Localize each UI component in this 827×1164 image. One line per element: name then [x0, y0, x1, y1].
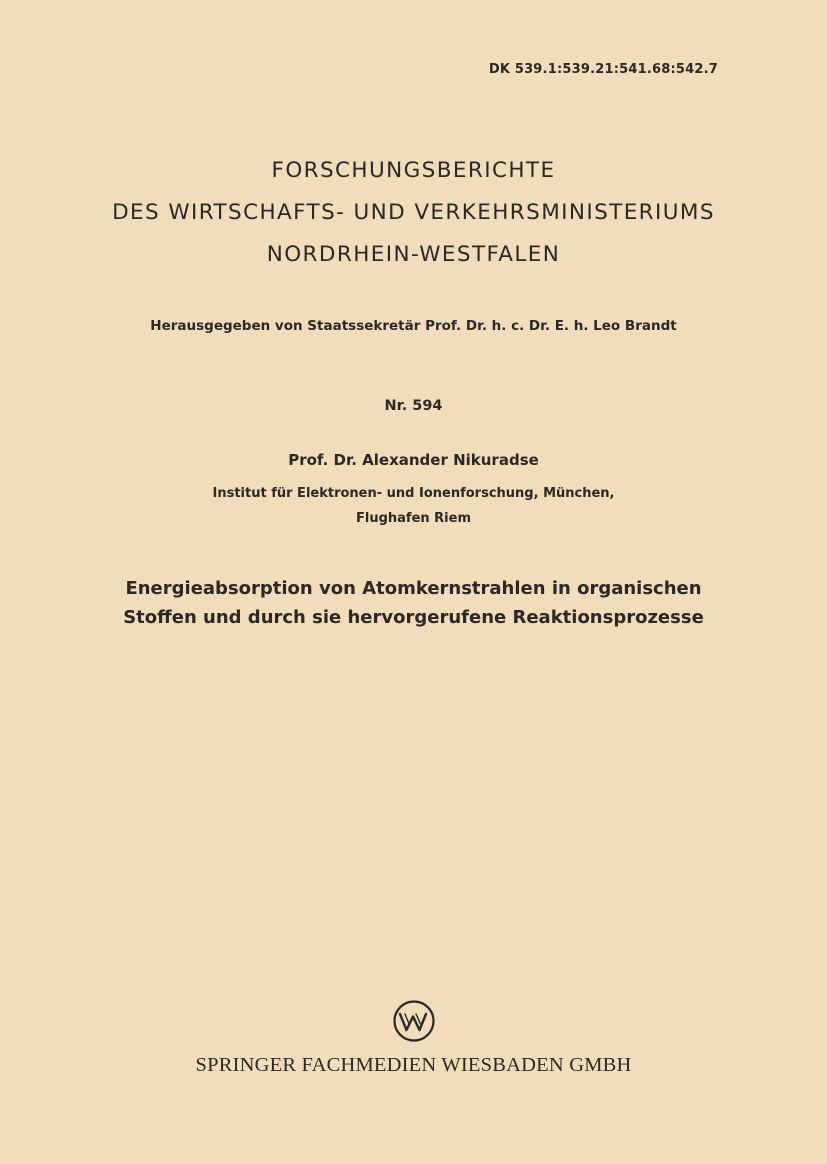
institute-line-2: Flughafen Riem: [355, 511, 471, 526]
publisher-name: SPRINGER FACHMEDIEN WIESBADEN GMBH: [195, 1054, 632, 1076]
report-title-line-2: Stoffen und durch sie hervorgerufene Reaktionsprozesse: [123, 607, 704, 628]
institute-line-1: Institut für Elektronen- und Ionenforschung, München,: [212, 486, 615, 501]
report-number: Nr. 594: [384, 398, 443, 414]
series-title-line-3: NORDRHEIN-WESTFALEN: [266, 242, 561, 267]
author-name: Prof. Dr. Alexander Nikuradse: [288, 451, 539, 469]
series-title-line-1: FORSCHUNGSBERICHTE: [271, 158, 556, 183]
springer-vieweg-w-logo-icon: [392, 999, 436, 1043]
editor-line: Herausgegeben von Staatssekretär Prof. Dr. h. c. Dr. E. h. Leo Brandt: [150, 318, 677, 334]
series-title-line-2: DES WIRTSCHAFTS- UND VERKEHRSMINISTERIUMS: [112, 200, 715, 225]
dk-classification: DK 539.1:539.21:541.68:542.7: [488, 62, 718, 77]
report-title-line-1: Energieabsorption von Atomkernstrahlen in organischen: [125, 578, 702, 599]
